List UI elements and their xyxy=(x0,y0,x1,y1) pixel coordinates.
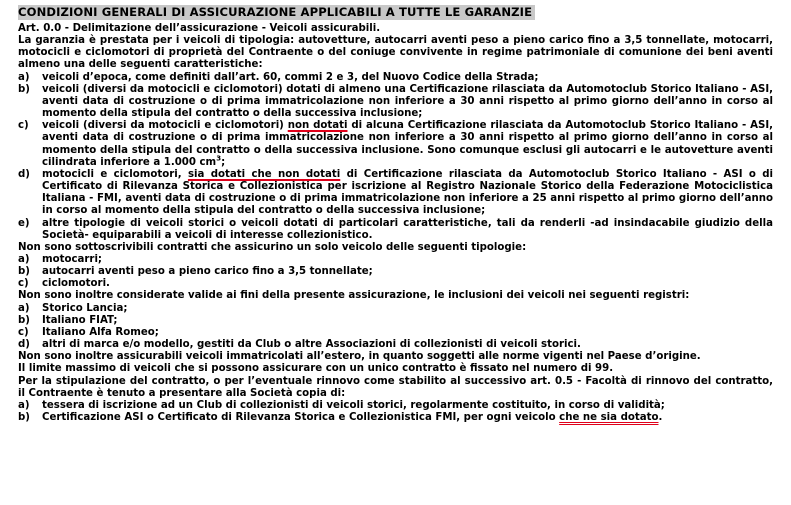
text-segment: ; xyxy=(221,156,226,168)
list-item-text: Storico Lancia; xyxy=(42,302,128,314)
list-item-label: b) xyxy=(18,314,30,326)
list-item-label: a) xyxy=(18,253,30,265)
list-item xyxy=(18,84,773,120)
list-item xyxy=(18,412,773,424)
list-item-text xyxy=(42,169,773,218)
not-subscribable-paragraph: Non sono sottoscrivibili contratti che assicurino un solo veicolo delle seguenti tipologie: xyxy=(18,241,527,253)
foreign-vehicles-paragraph: Non sono inoltre assicurabili veicoli immatricolati all’estero, in quanto soggetti alle norme vigenti nel Paese d’origine. xyxy=(18,351,701,363)
list-item xyxy=(18,266,773,278)
list-item xyxy=(18,72,773,84)
text-segment: veicoli (diversi da motocicli e ciclomotori) xyxy=(42,120,288,132)
underlined-highlight: sia dotati che non dotati xyxy=(187,168,341,180)
limit-paragraph: Il limite massimo di veicoli che si possono assicurare con un unico contratto è fissato nel numero di 99. xyxy=(18,363,614,375)
list-item xyxy=(18,120,773,169)
list-item-text: tessera di iscrizione ad un Club di collezionisti di veicoli storici, regolarmente costituito, in corso di validità; xyxy=(42,399,665,411)
list-item-text: veicoli d’epoca, come definiti dall’art. 60, commi 2 e 3, del Nuovo Codice della Strada; xyxy=(42,71,539,83)
not-valid-paragraph: Non sono inoltre considerate valide ai fini della presente assicurazione, le inclusioni dei veicoli nei seguenti registri: xyxy=(18,290,690,302)
list-item-label: b) xyxy=(18,412,30,423)
list-item-label: a) xyxy=(18,399,30,411)
list-item xyxy=(18,339,773,351)
list-item xyxy=(18,278,773,290)
text-segment: di alcuna Certificazione rilasciata da Automotoclub Storico Italiano - ASI, aventi data di costruzione o di prima immatricolazione non inferiore a 30 anni rispetto al primo giorno dell’anno in corso al momento della stipula del contratto o della successiva inclusione. Sono comunque esclusi gli autocarri e le autovetture aventi cilindrata inferiore a 1.000 cm xyxy=(42,120,773,168)
list-item-text: autocarri aventi peso a pieno carico fino a 3,5 tonnellate; xyxy=(42,266,373,278)
list-item-label: a) xyxy=(18,71,30,83)
list-item-label: d) xyxy=(18,339,30,351)
list-item-text: veicoli (diversi da motocicli e ciclomotori) dotati di almeno una Certificazione rilasciata da Automotoclub Storico Italiano - ASI, aventi data di costruzione o di prima immatricolazione non inferiore a 30 anni rispetto al primo giorno dell’anno in corso al momento della stipula del contratto o della successiva inclusione; xyxy=(42,83,773,120)
list-item-label: e) xyxy=(18,217,30,229)
list-item-text xyxy=(42,412,773,424)
list-item xyxy=(18,169,773,218)
list-item-text: Italiano FIAT; xyxy=(42,314,118,326)
list-item xyxy=(18,254,773,266)
documents-list xyxy=(18,400,773,424)
list-item xyxy=(18,400,773,412)
underlined-highlight: che ne sia dotato xyxy=(559,412,659,423)
registers-list xyxy=(18,303,773,352)
list-item xyxy=(18,218,773,242)
document-title: CONDIZIONI GENERALI DI ASSICURAZIONE APPLICABILI A TUTTE LE GARANZIE xyxy=(18,5,535,20)
list-item xyxy=(18,303,773,315)
list-item-label: c) xyxy=(18,278,29,290)
text-segment: di Certificazione rilasciata da Automotoclub Storico Italiano - ASI o di Certificato di Rilevanza Storica e Collezionistica per iscrizione al Registro Nazionale Storico della Federazione Motociclistica Italiana - FMI, aventi data di costruzione o di prima immatricolazione non inferiore a 25 anni rispetto al primo giorno dell’anno in corso al momento della stipula del contratto o della successiva inclusione; xyxy=(42,168,773,217)
list-item-text xyxy=(42,120,773,169)
text-segment: motocicli e ciclomotori, xyxy=(42,168,188,180)
list-item-text: Italiano Alfa Romeo; xyxy=(42,326,159,338)
list-item-label: b) xyxy=(18,266,30,278)
text-segment: Certificazione ASI o Certificato di Rilevanza Storica e Collezionistica FMI, per ogni veicolo xyxy=(42,412,560,423)
list-item xyxy=(18,327,773,339)
list-item-text: altre tipologie di veicoli storici o veicoli dotati di particolari caratteristiche, tali da renderli -ad insindacabile giudizio della Società- equiparabili a veicoli di interesse collezionistico. xyxy=(42,217,773,241)
list-item-text: motocarri; xyxy=(42,253,103,265)
text-segment: . xyxy=(658,412,663,423)
list-item-label: c) xyxy=(18,326,29,338)
article-heading: Art. 0.0 - Delimitazione dell’assicurazione - Veicoli assicurabili. xyxy=(18,23,381,34)
list-item xyxy=(18,315,773,327)
stipula-paragraph: Per la stipulazione del contratto, o per l’eventuale rinnovo come stabilito al successivo art. 0.5 - Facoltà di rinnovo del contratto, il Contraente è tenuto a presentare alla Società copia di: xyxy=(18,375,773,399)
list-item-text: altri di marca e/o modello, gestiti da Club o altre Associazioni di collezionisti di veicoli storici. xyxy=(42,339,581,351)
underlined-highlight: non dotati xyxy=(287,120,348,132)
list-item-label: b) xyxy=(18,83,30,95)
list-item-text: ciclomotori. xyxy=(42,278,110,290)
intro-paragraph: La garanzia è prestata per i veicoli di tipologia: autovetture, autocarri aventi peso a pieno carico fino a 3,5 tonnellate, motocarri, motocicli e ciclomotori di proprietà del Contraente o del coniuge convivente in regime patrimoniale di comunione dei beni aventi almeno una delle seguenti caratteristiche: xyxy=(18,35,773,71)
list-item-label: c) xyxy=(18,120,29,132)
single-vehicle-types-list xyxy=(18,254,773,290)
superscript: 3 xyxy=(216,154,222,163)
list-item-label: d) xyxy=(18,168,30,180)
vehicle-types-list xyxy=(18,72,773,242)
list-item-label: a) xyxy=(18,302,30,314)
